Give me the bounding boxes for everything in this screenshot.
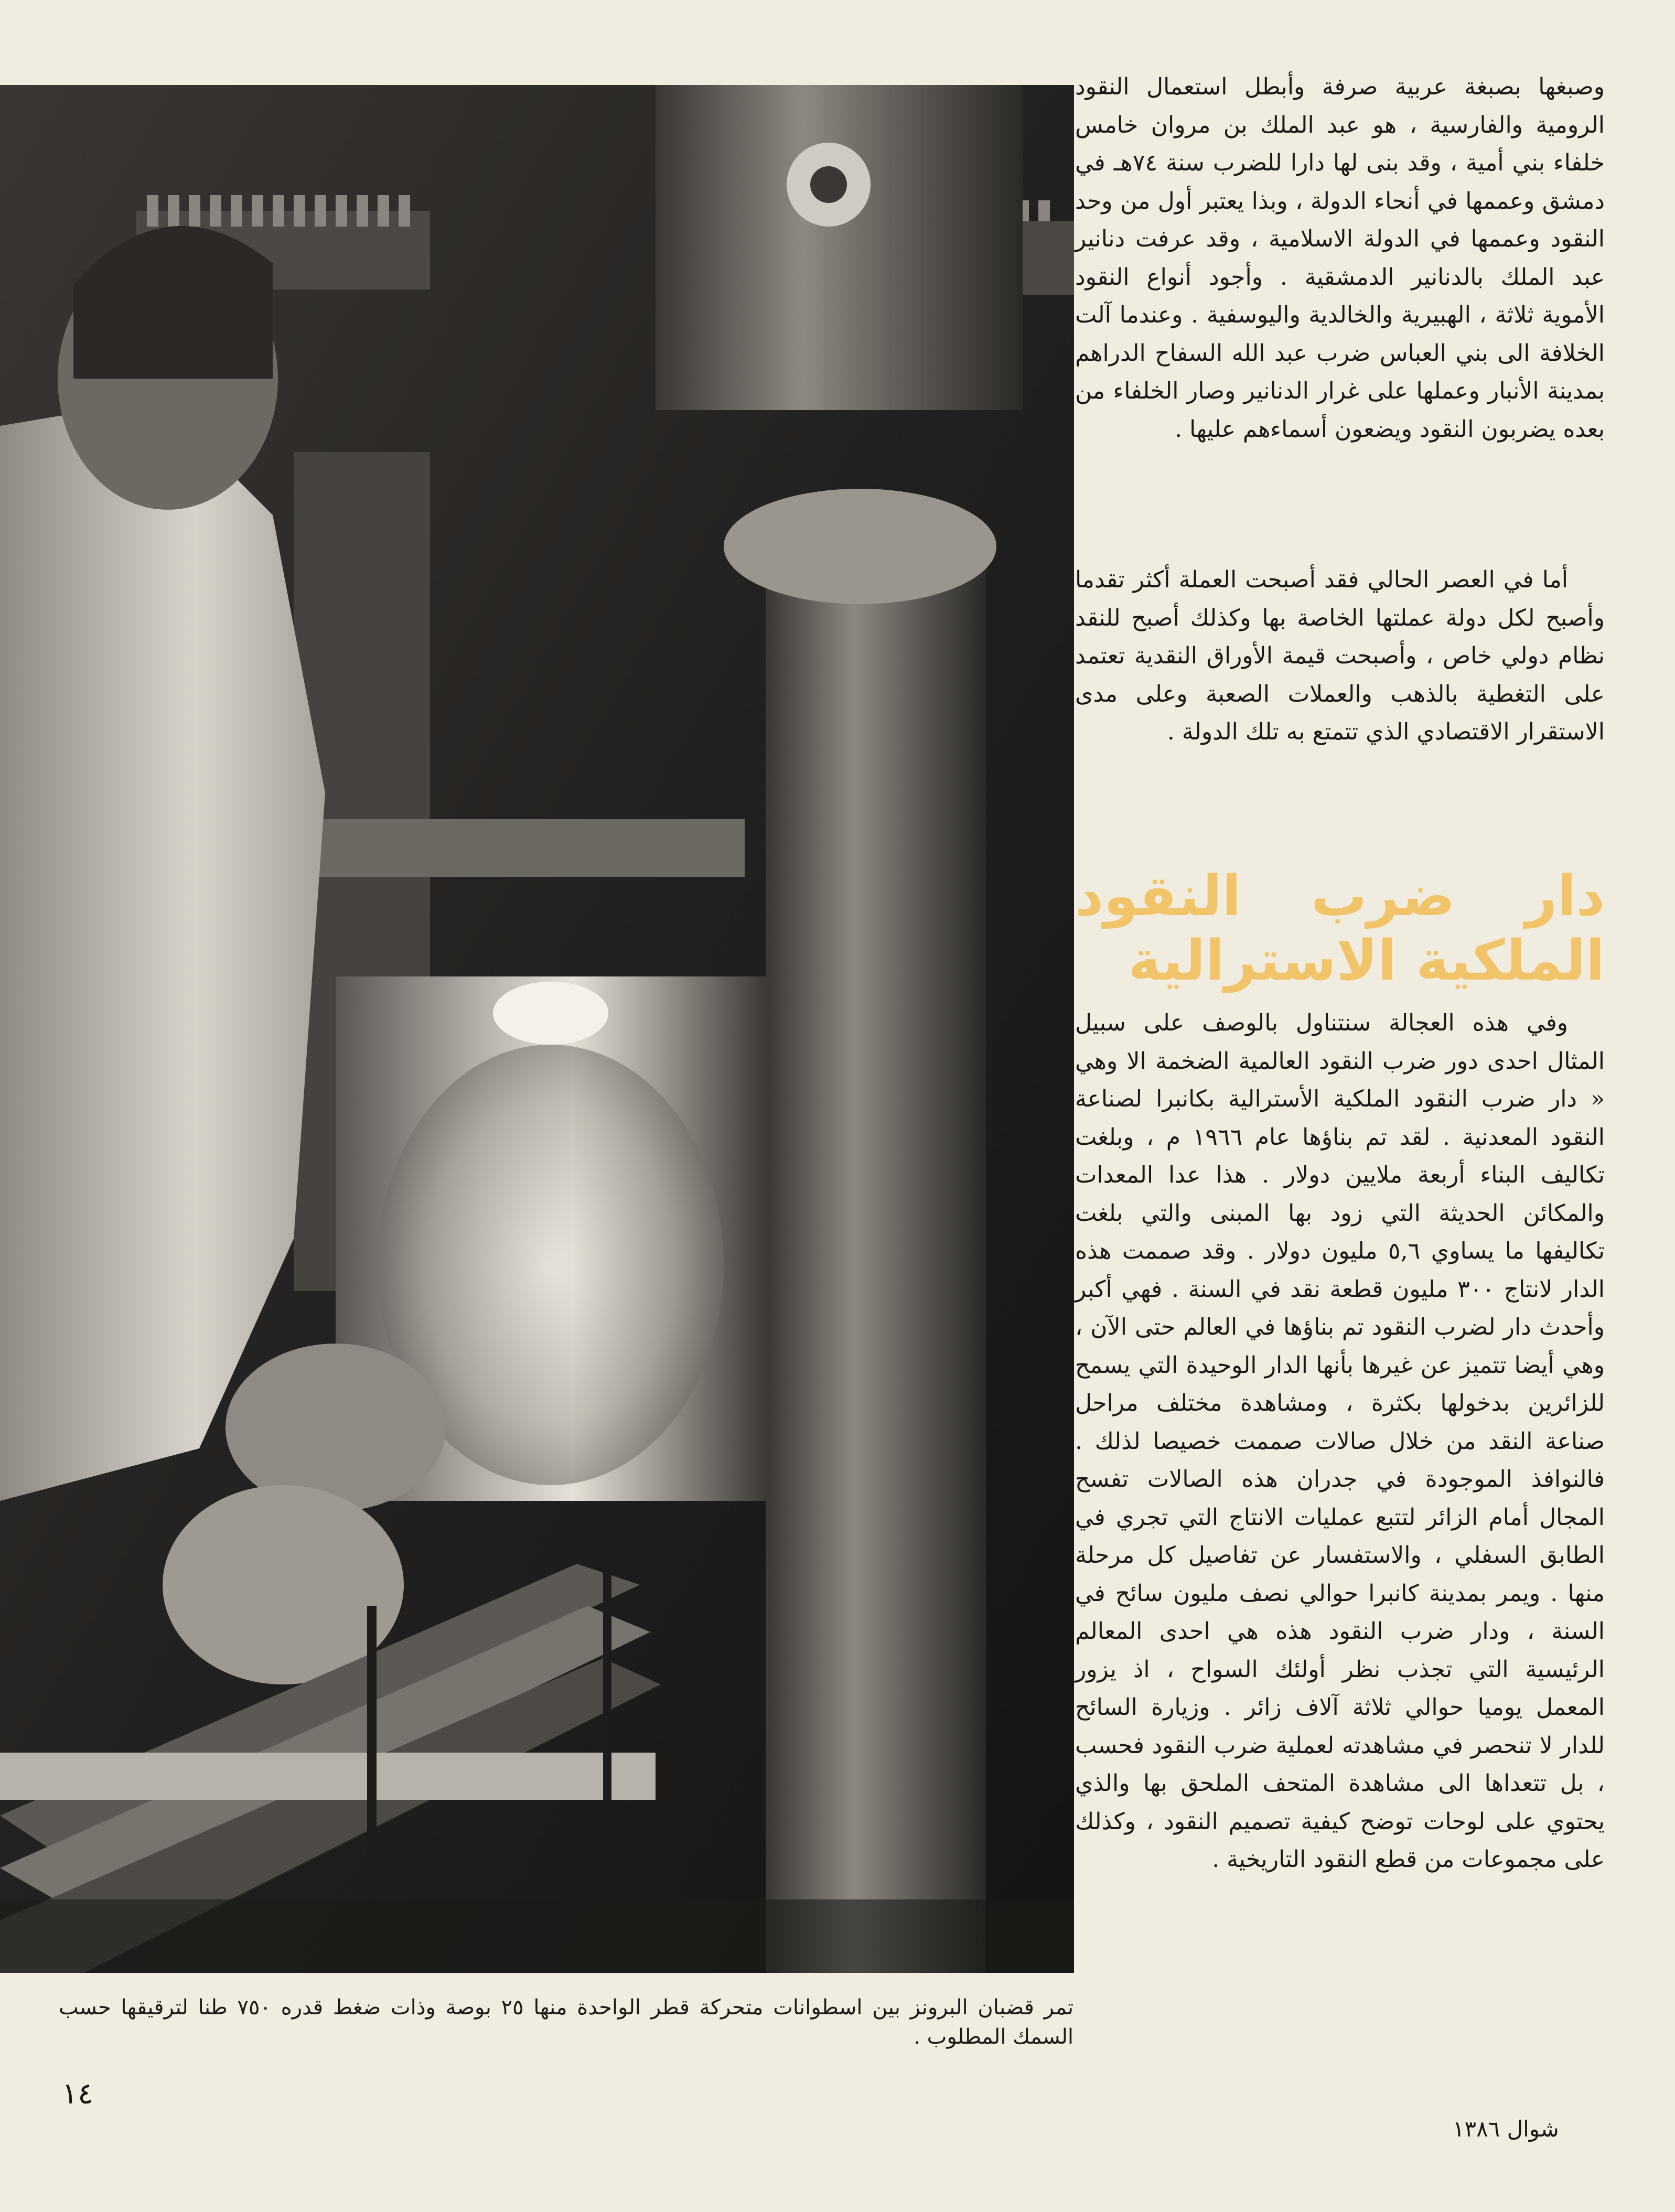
- issue-date: شوال ١٣٨٦: [1453, 2116, 1559, 2142]
- article-paragraph-1: وصبغها بصبغة عربية صرفة وأبطل استعمال النقود الرومية والفارسية ، هو عبد الملك بن مروان خامس خلفاء بني أمية ، وقد بنى لها دارا للضرب سنة ٧٤هـ في دمشق وعممها في أنحاء الدولة ، وبذا يعتبر أول من وحد النقود وعممها في الدولة الاسلامية ، وقد عرفت دنانير عبد الملك بالدنانير الدمشقية . وأجود أنواع النقود الأموية ثلاثة ، الهبيرية والخالدية واليوسفية . وعندما آلت الخلافة الى بني العباس ضرب عبد الله السفاح الدراهم بمدينة الأنبار وعملها على غرار الدنانير وصار الخلفاء من بعده يضربون النقود ويضعون أسماءهم عليها .: [1075, 73, 1605, 443]
- page-number: ١٤: [62, 2077, 94, 2111]
- photo-caption: تمر قضبان البرونز بين اسطوانات متحركة قطر الواحدة منها ٢٥ بوصة وذات ضغط قدره ٧٥٠ طنا لترقيقها حسب السمك المطلوب .: [59, 1995, 1073, 2049]
- photo-illustration: [0, 85, 1074, 1973]
- article-paragraph-3: وفي هذه العجالة سنتناول بالوصف على سبيل المثال احدى دور ضرب النقود العالمية الضخمة الا وهي « دار ضرب النقود الملكية الأسترالية بكانبرا لصناعة النقود المعدنية . لقد تم بناؤها عام ١٩٦٦ م ، وبلغت تكاليف البناء أربعة ملايين دولار . هذا عدا المعدات والمكائن الحديثة التي زود بها المبنى والتي بلغت تكاليفها ما يساوي ٥,٦ مليون دولار . وقد صممت هذه الدار لانتاج ٣٠٠ مليون قطعة نقد في السنة . فهي أكبر وأحدث دار لضرب النقود تم بناؤها في العالم حتى الآن ، وهي أيضا تتميز عن غيرها بأنها الدار الوحيدة التي يسمح للزائرين بدخولها بكثرة ، ومشاهدة مختلف مراحل صناعة النقد من خلال صالات صممت خصيصا لذلك . فالنوافذ الموجودة في جدران هذه الصالات تفسح المجال أمام الزائر لتتبع عمليات الانتاج التي تجري في الطابق السفلي ، والاستفسار عن تفاصيل كل مرحلة منها . ويمر بمدينة كانبرا حوالي نصف مليون سائح في السنة ، ودار ضرب النقود هذه هي احدى المعالم الرئيسية التي تجذب نظر أولئك السواح ، اذ يزور المعمل يوميا حوالي ثلاثة آلاف زائر . وزيارة السائح للدار لا تنحصر في مشاهدته لعملية ضرب النقود فحسب ، بل تتعداها الى مشاهدة المتحف الملحق بها والذي يحتوي على لوحات توضح كيفية تصميم النقود ، وكذلك على مجموعات من قطع النقود التاريخية .: [1075, 1010, 1605, 1873]
- article-column: [1075, 68, 1605, 1879]
- section-heading: دار ضرب النقود الملكية الاسترالية: [1075, 864, 1605, 993]
- article-paragraph-2: أما في العصر الحالي فقد أصبحت العملة أكثر تقدما وأصبح لكل دولة عملتها الخاصة بها وكذلك أصبح للنقد نظام دولي خاص ، وأصبحت قيمة الأوراق النقدية تعتمد على التغطية بالذهب والعملات الصعبة وعلى مدى الاستقرار الاقتصادي الذي تتمتع به تلك الدولة .: [1075, 566, 1605, 745]
- photo-rolling-mill: [0, 85, 1074, 1973]
